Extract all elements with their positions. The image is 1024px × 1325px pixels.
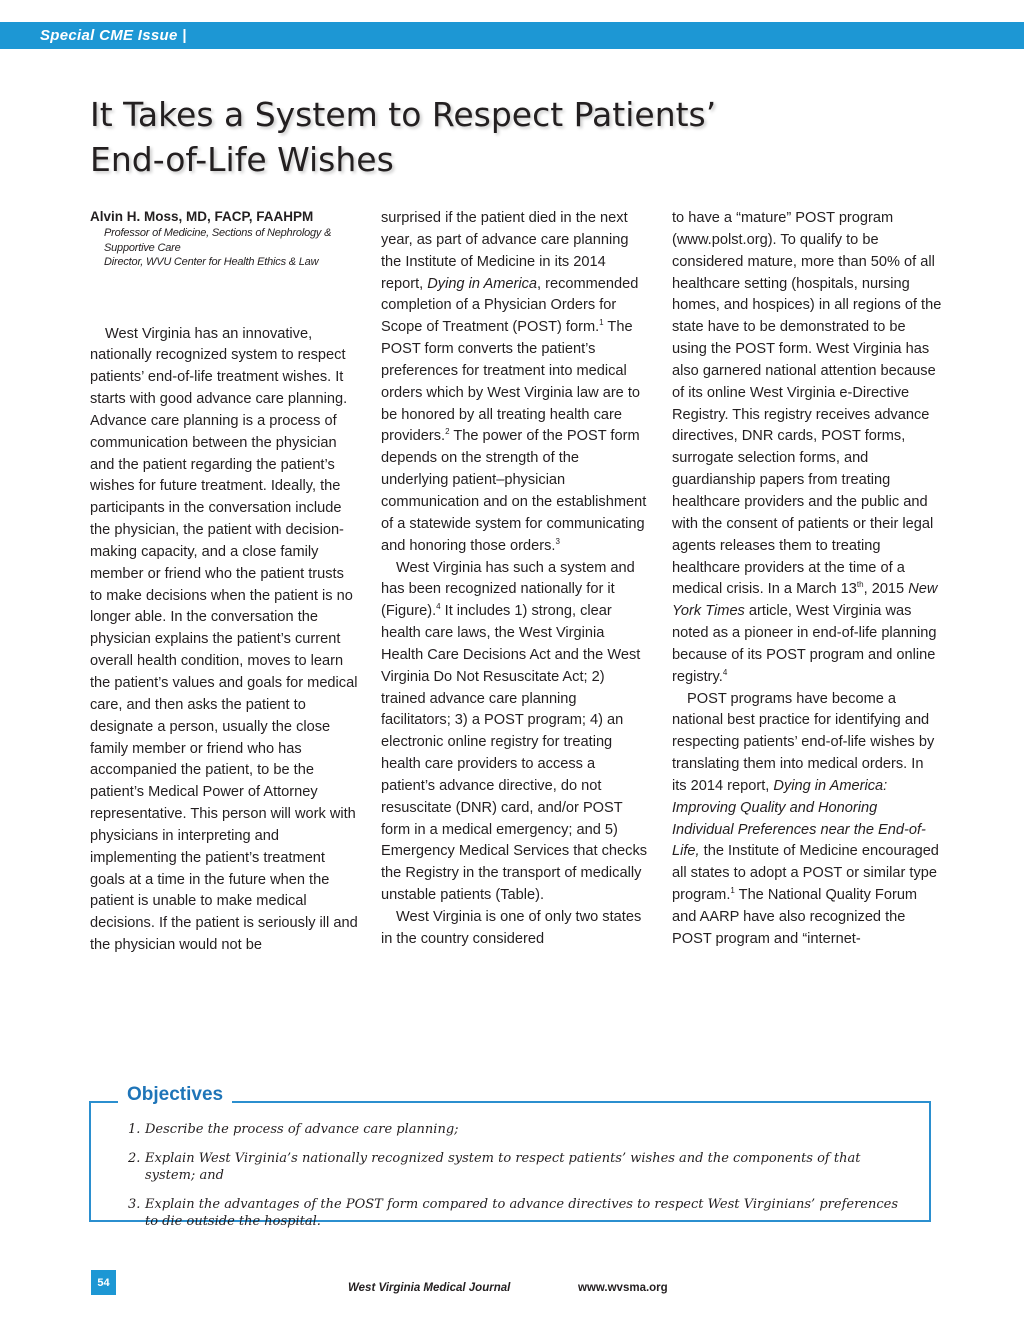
text-italic: New York Times	[672, 581, 938, 620]
text-run: article, West Virginia was noted as a pioneer in end-of-life planning because of its POST program and online registry.	[672, 603, 937, 685]
text-run: The National Quality Forum and AARP have also recognized the POST program and “internet-	[672, 887, 918, 947]
column-2-paragraph-2	[381, 558, 649, 908]
banner-label: Special CME Issue |	[40, 27, 187, 44]
objectives-heading: Objectives	[118, 1082, 232, 1108]
page-number: 54	[91, 1270, 116, 1295]
text-run: , 2015	[863, 581, 909, 598]
objectives-list	[128, 1121, 898, 1242]
column-2-paragraph-3: West Virginia is one of only two states in the country considered	[381, 909, 642, 947]
text-run: The power of the POST form depends on the strength of the underlying patient–physician communication and on the establishment of a statewide system for communicating and honoring those orders.	[381, 428, 647, 554]
title-line-1: It Takes a System to Respect Patients’	[90, 95, 717, 134]
citation: 2	[445, 427, 450, 437]
text-italic: Dying in America	[427, 275, 537, 292]
text-run: , recommended completion of a Physician Orders for Scope of Treatment (POST) form.	[381, 275, 639, 336]
citation: 1	[599, 318, 604, 328]
objective-item	[128, 1150, 898, 1185]
citation: 4	[722, 667, 728, 677]
footer-url: www.wvsma.org	[578, 1282, 668, 1294]
superscript: th	[856, 580, 864, 590]
author-role-3: Director, WVU Center for Health Ethics & Law	[104, 256, 319, 268]
objective-text: Explain the advantages of the POST form compared to advance directives to respect West Virginians’ preferences to die outside the hospital.	[145, 1196, 898, 1229]
column-2	[381, 208, 649, 951]
objective-text: Explain West Virginia’s nationally recognized system to respect patients’ wishes and the components of that system; and	[145, 1150, 861, 1183]
objective-text: Describe the process of advance care planning;	[145, 1122, 459, 1137]
objective-number: 2.	[128, 1150, 141, 1166]
citation: 1	[730, 886, 735, 896]
objective-item	[128, 1196, 898, 1231]
column-3-paragraph-1	[672, 208, 942, 689]
footer-journal-name: West Virginia Medical Journal	[348, 1282, 511, 1294]
text-run: It includes 1) strong, clear health care laws, the West Virginia Health Care Decisions Act and the West Virginia Do Not Resuscitate Act; 2) trained advance care planning facilitators; 3) a POST program; 4) an electronic online registry for treating health care providers to access a patient’s advance directive, do not resuscitate (DNR) card, and/or POST form in a medical emergency; and 5) Emergency Medical Services that checks the Registry in the transport of medically unstable patients (Table).	[381, 603, 648, 904]
objective-number: 3.	[128, 1196, 141, 1212]
author-role-2: Supportive Care	[104, 241, 181, 254]
column-3	[672, 208, 942, 951]
objective-item	[128, 1121, 898, 1139]
column-1-paragraph: West Virginia has an innovative, nationally recognized system to respect patients’ end-of-life treatment wishes. It starts with good advance care planning. Advance care planning is a process of communication between the physician and the patient regarding the patient’s wishes for future treatment. Ideally, the participants in the conversation include the physician, the patient with decision-making capacity, and a close family member or friend who the patient trusts to make decisions when the patient is no longer able. In the conversation the physician explains the patient’s current overall health condition, moves to learn the patient’s values and goals for medical care, and then asks the patient to designate a person, usually the close family member or friend who has accompanied the patient, to be the patient’s Medical Power of Attorney representative. This person will work with physicians in interpreting and implementing the patient’s treatment goals at a time in the future when the patient is unable to make medical decisions. If the patient is seriously ill and the physician would not be	[90, 325, 358, 954]
citation: 4	[436, 602, 441, 612]
column-1	[90, 208, 358, 957]
title-line-2: End-of-Life Wishes	[90, 140, 394, 179]
text-run: to have a “mature” POST program (www.polst.org). To qualify to be considered mature, more than 50% of all healthcare setting (hospitals, nursing homes, and hospices) in all regions of the state have to be demonstrated to be using the POST form. West Virginia has also garnered national attention because of its online West Virginia e-Directive Registry. This registry receives advance directives, DNR cards, POST forms, surrogate selection forms, and guardianship papers from treating healthcare providers and the public and with the consent of patients or their legal agents releases them to treating healthcare providers at the time of a medical crisis. In a March 13	[672, 210, 942, 598]
text-run: The POST form converts the patient’s preferences for treatment into medical orders which by West Virginia law are to be honored by all treating health care providers.	[381, 319, 641, 445]
header-banner	[0, 22, 1024, 49]
author-role-1: Professor of Medicine, Sections of Nephrology &	[104, 227, 332, 239]
citation: 3	[555, 536, 560, 546]
text-italic: Dying in America: Improving Quality and Honoring Individual Preferences near the End-of-Life,	[672, 777, 926, 860]
text-run: West Virginia has such a system and has been recognized nationally for it (Figure).	[381, 559, 635, 620]
article-title	[90, 92, 850, 182]
text-run: POST programs have become a national best practice for identifying and respecting patients’ end-of-life wishes by translating them into medical orders. In its 2014 report,	[672, 690, 935, 794]
text-run: surprised if the patient died in the next year, as part of advance care planning the Institute of Medicine in its 2014 report,	[381, 210, 629, 292]
column-2-paragraph-1	[381, 208, 649, 558]
column-3-paragraph-2	[672, 689, 942, 951]
text-run: the Institute of Medicine encouraged all states to adopt a POST or similar type program.	[672, 843, 939, 904]
objective-number: 1.	[128, 1122, 141, 1137]
author-name: Alvin H. Moss, MD, FACP, FAAHPM	[90, 209, 314, 224]
